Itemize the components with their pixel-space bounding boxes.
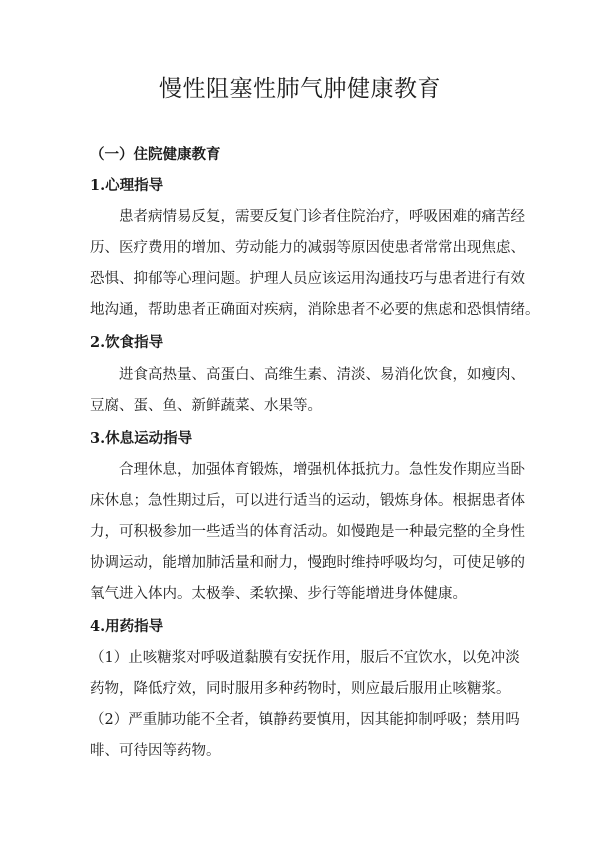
subsection-heading-diet: 2.饮食指导 — [90, 334, 164, 351]
psychology-line-2: 历、医疗费用的增加、劳动能力的减弱等原因使患者常常出现焦虑、 — [90, 240, 525, 256]
medication-line-1: （1）止咳糖浆对呼吸道黏膜有安抚作用，服后不宜饮水，以免冲淡 — [90, 650, 520, 666]
medication-line-2: 药物，降低疗效，同时服用多种药物时，则应最后服用止咳糖浆。 — [90, 681, 511, 697]
subsection-heading-medication: 4.用药指导 — [90, 618, 164, 635]
section-heading-inpatient: （一）住院健康教育 — [90, 146, 221, 163]
diet-line-2: 豆腐、蛋、鱼、新鲜蔬菜、水果等。 — [90, 398, 322, 414]
psychology-line-4: 地沟通，帮助患者正确面对疾病，消除患者不必要的焦虑和恐惧情绪。 — [90, 302, 540, 318]
diet-line-1: 进食高热量、高蛋白、高维生素、清淡、易消化饮食，如瘦肉、 — [119, 367, 525, 383]
exercise-line-5: 氧气进入体内。太极拳、柔软操、步行等能增进身体健康。 — [90, 586, 467, 602]
exercise-line-1: 合理休息，加强体育锻炼，增强机体抵抗力。急性发作期应当卧 — [119, 462, 525, 478]
exercise-line-2: 床休息；急性期过后，可以进行适当的运动，锻炼身体。根据患者体 — [90, 493, 525, 509]
psychology-line-1: 患者病情易反复，需要反复门诊者住院治疗，呼吸困难的痛苦经 — [119, 209, 525, 225]
medication-line-4: 啡、可待因等药物。 — [90, 743, 221, 759]
exercise-line-4: 协调运动，能增加肺活量和耐力，慢跑时维持呼吸均匀，可使足够的 — [90, 555, 525, 571]
subsection-heading-rest-exercise: 3.休息运动指导 — [90, 430, 193, 447]
medication-line-3: （2）严重肺功能不全者，镇静药要慎用，因其能抑制呼吸；禁用吗 — [90, 712, 520, 728]
exercise-line-3: 力，可积极参加一些适当的体育活动。如慢跑是一种最完整的全身性 — [90, 524, 525, 540]
document-title: 慢性阻塞性肺气肿健康教育 — [159, 76, 441, 102]
psychology-line-3: 恐惧、抑郁等心理问题。护理人员应该运用沟通技巧与患者进行有效 — [90, 271, 525, 287]
subsection-heading-psychology: 1.心理指导 — [90, 177, 164, 194]
